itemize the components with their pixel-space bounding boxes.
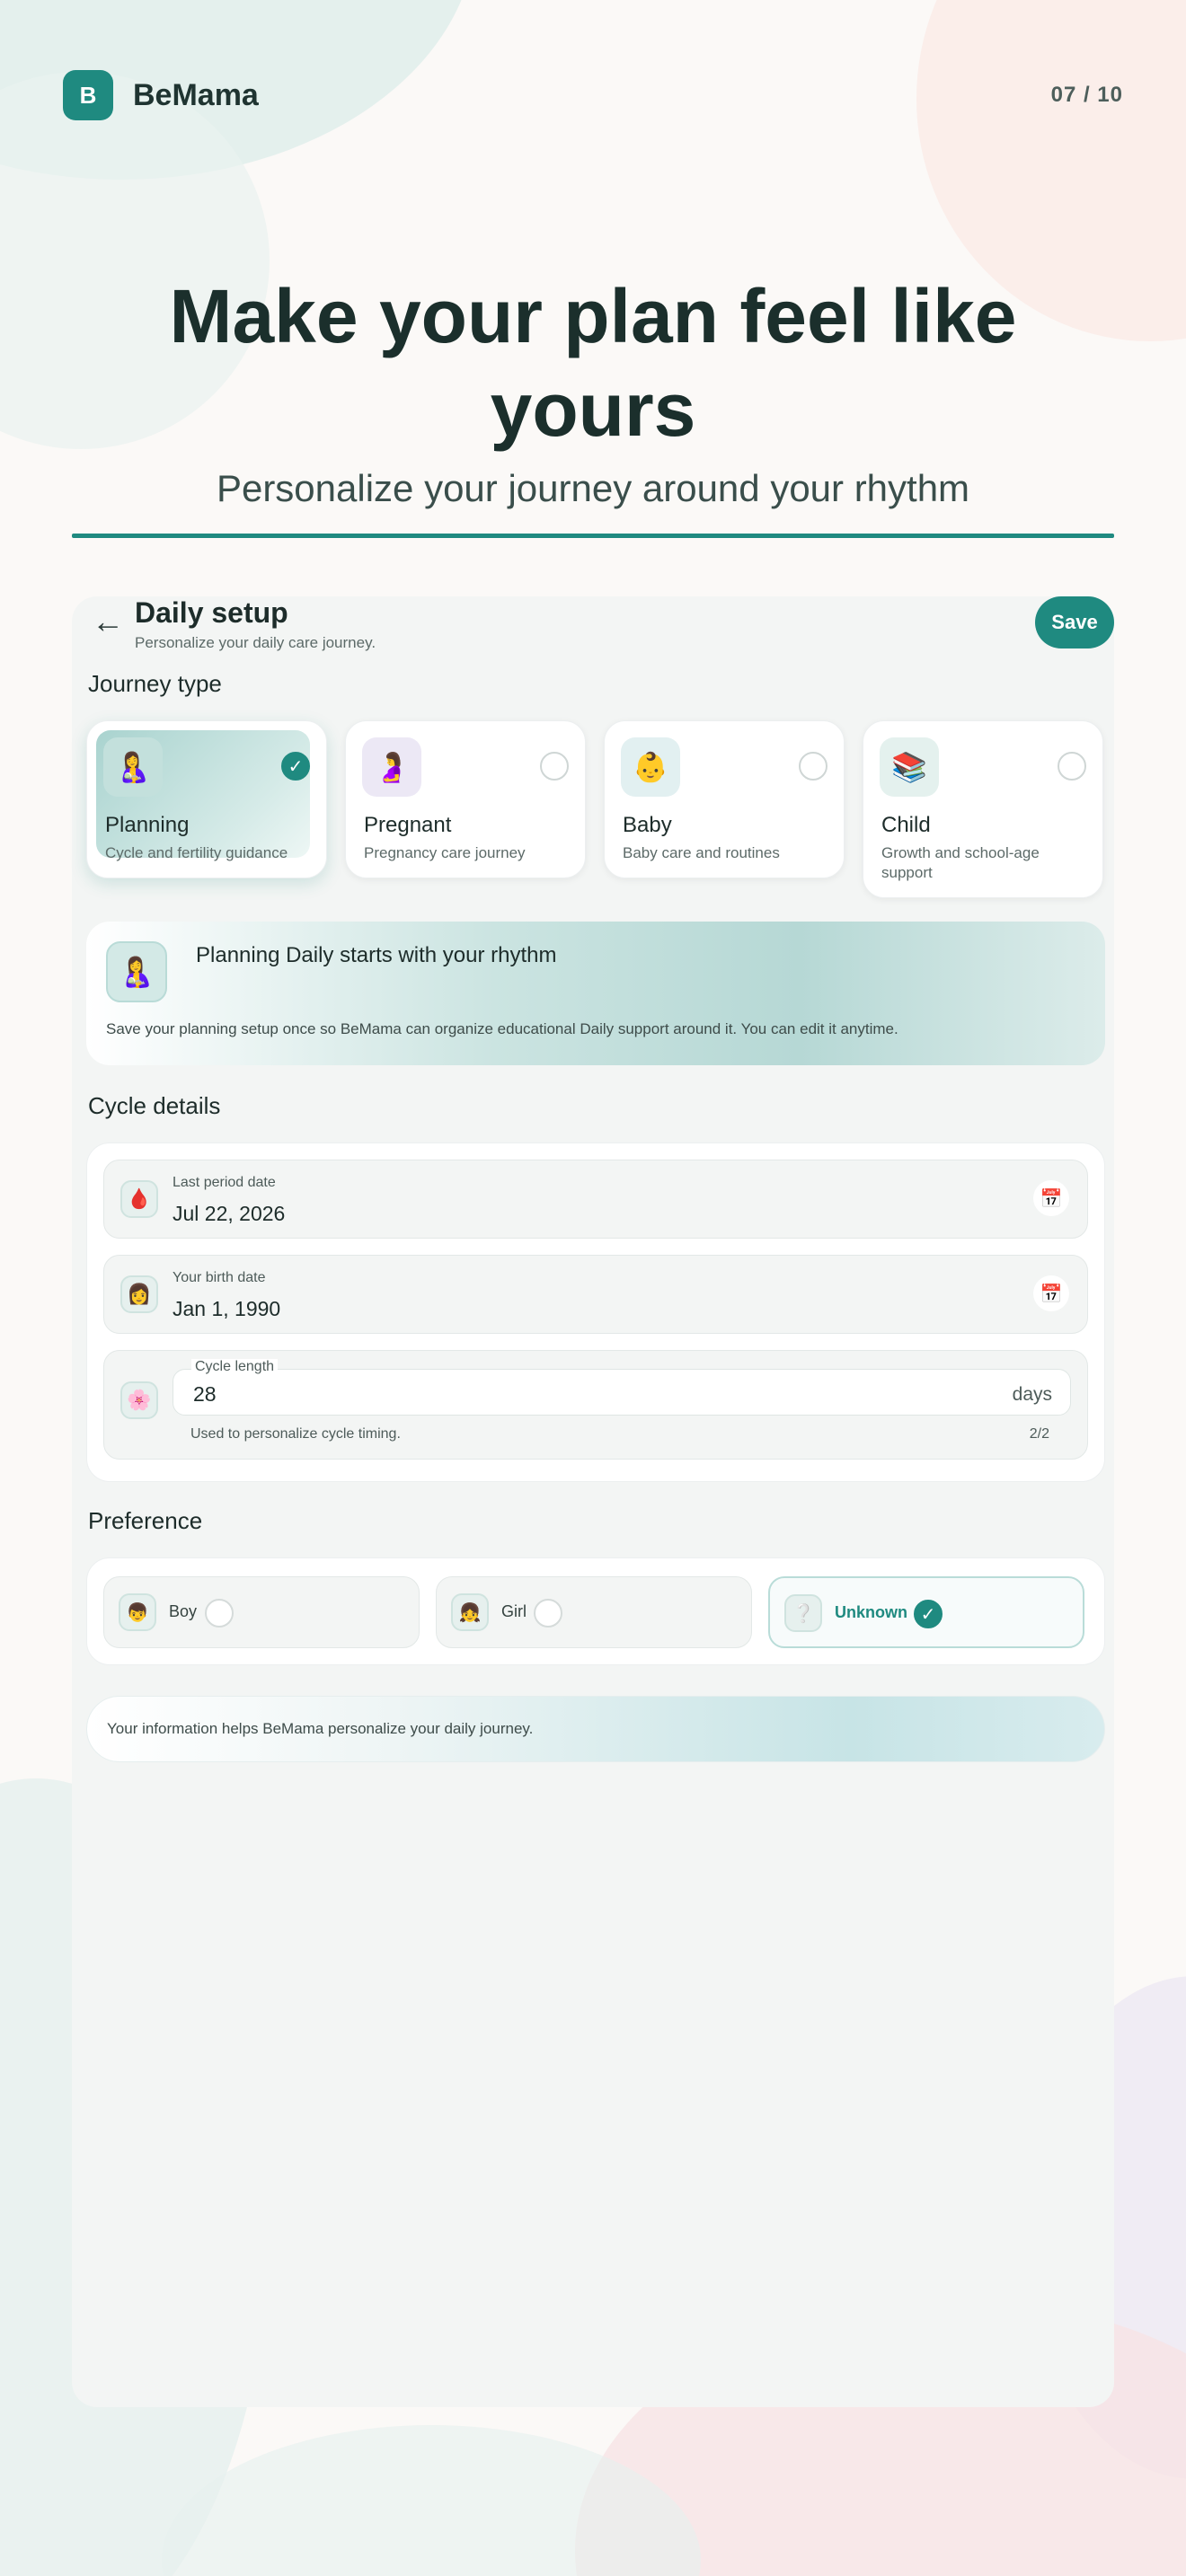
journey-card-baby[interactable]	[604, 720, 845, 878]
planning-icon: 🤱	[106, 941, 167, 1002]
journey-card-pregnant[interactable]	[345, 720, 586, 878]
screen-title: Daily setup	[135, 596, 288, 629]
preference-label: Unknown	[835, 1603, 907, 1621]
field-counter: 2/2	[1029, 1426, 1049, 1442]
question-icon: ❔	[784, 1594, 822, 1632]
field-helper-text: Used to personalize cycle timing.	[190, 1426, 401, 1442]
radio-button[interactable]	[799, 752, 828, 781]
birth-date-field[interactable]	[103, 1255, 1088, 1334]
field-value: Jul 22, 2026	[173, 1202, 286, 1225]
screen-subtitle: Personalize your daily care journey.	[135, 634, 376, 651]
journey-description: Growth and school-age support	[881, 844, 1040, 881]
date-picker-icon[interactable]: 📅	[1033, 1275, 1069, 1311]
footer-note-text: Your information helps BeMama personalize your daily journey.	[107, 1720, 534, 1737]
brand-logo: B	[63, 70, 113, 120]
preference-unknown[interactable]	[768, 1576, 1084, 1648]
divider	[72, 534, 1114, 538]
step-counter: 07 / 10	[1050, 83, 1123, 107]
baby-icon: 👶	[621, 737, 680, 797]
journey-name: Planning	[105, 813, 190, 837]
calendar-icon: 🩸	[120, 1180, 158, 1218]
checkmark-icon[interactable]: ✓	[281, 752, 310, 781]
cycle-details-card	[86, 1142, 1105, 1482]
preference-card	[86, 1557, 1105, 1665]
headline: Make your plan feel like yours	[169, 274, 1017, 452]
date-picker-icon[interactable]: 📅	[1033, 1180, 1069, 1216]
field-unit: days	[1012, 1384, 1052, 1405]
banner-text: Save your planning setup once so BeMama can organize educational Daily support around it. You can edit it anytime.	[106, 1020, 898, 1037]
field-value: Jan 1, 1990	[173, 1297, 281, 1320]
banner-title: Planning Daily starts with your rhythm	[196, 943, 557, 967]
journey-card-child[interactable]	[863, 720, 1103, 898]
back-button[interactable]	[83, 596, 133, 647]
radio-button[interactable]	[1058, 752, 1086, 781]
phone-screen	[72, 596, 1114, 2407]
field-label: Last period date	[173, 1175, 276, 1190]
preference-girl[interactable]	[436, 1576, 752, 1648]
checkmark-icon[interactable]: ✓	[914, 1600, 943, 1628]
child-icon: 📚	[880, 737, 939, 797]
radio-button[interactable]	[534, 1599, 562, 1628]
cycle-icon: 🌸	[120, 1381, 158, 1419]
info-banner	[86, 922, 1105, 1065]
radio-button[interactable]	[205, 1599, 234, 1628]
person-icon: 👩	[120, 1275, 158, 1313]
planning-icon: 🤱	[103, 737, 163, 797]
journey-description: Cycle and fertility guidance	[105, 844, 288, 861]
brand-name: BeMama	[133, 77, 259, 112]
field-label: Cycle length	[191, 1359, 278, 1375]
cycle-details-label: Cycle details	[88, 1092, 221, 1119]
last-period-date-field[interactable]	[103, 1160, 1088, 1239]
journey-description: Pregnancy care journey	[364, 844, 526, 861]
preference-label: Preference	[88, 1507, 203, 1534]
field-label: Your birth date	[173, 1270, 266, 1285]
field-value: 28	[193, 1382, 217, 1406]
brand	[63, 70, 259, 120]
footer-note	[86, 1696, 1105, 1762]
girl-icon: 👧	[451, 1593, 489, 1631]
journey-name: Child	[881, 813, 931, 837]
journey-name: Baby	[623, 813, 672, 837]
cycle-length-row	[103, 1350, 1088, 1460]
preference-label: Boy	[169, 1602, 198, 1620]
cycle-length-input[interactable]	[173, 1359, 1071, 1416]
journey-description: Baby care and routines	[623, 844, 780, 861]
radio-button[interactable]	[540, 752, 569, 781]
preference-boy[interactable]	[103, 1576, 420, 1648]
journey-card-planning[interactable]	[86, 720, 327, 878]
save-button[interactable]: Save	[1035, 596, 1114, 648]
boy-icon: 👦	[119, 1593, 156, 1631]
pregnant-icon: 🤰	[362, 737, 421, 797]
arrow-left-icon: ←	[92, 603, 124, 640]
journey-type-label: Journey type	[88, 670, 222, 697]
preference-label: Girl	[501, 1602, 527, 1620]
subheadline: Personalize your journey around your rhythm	[216, 467, 970, 509]
journey-name: Pregnant	[364, 813, 452, 837]
